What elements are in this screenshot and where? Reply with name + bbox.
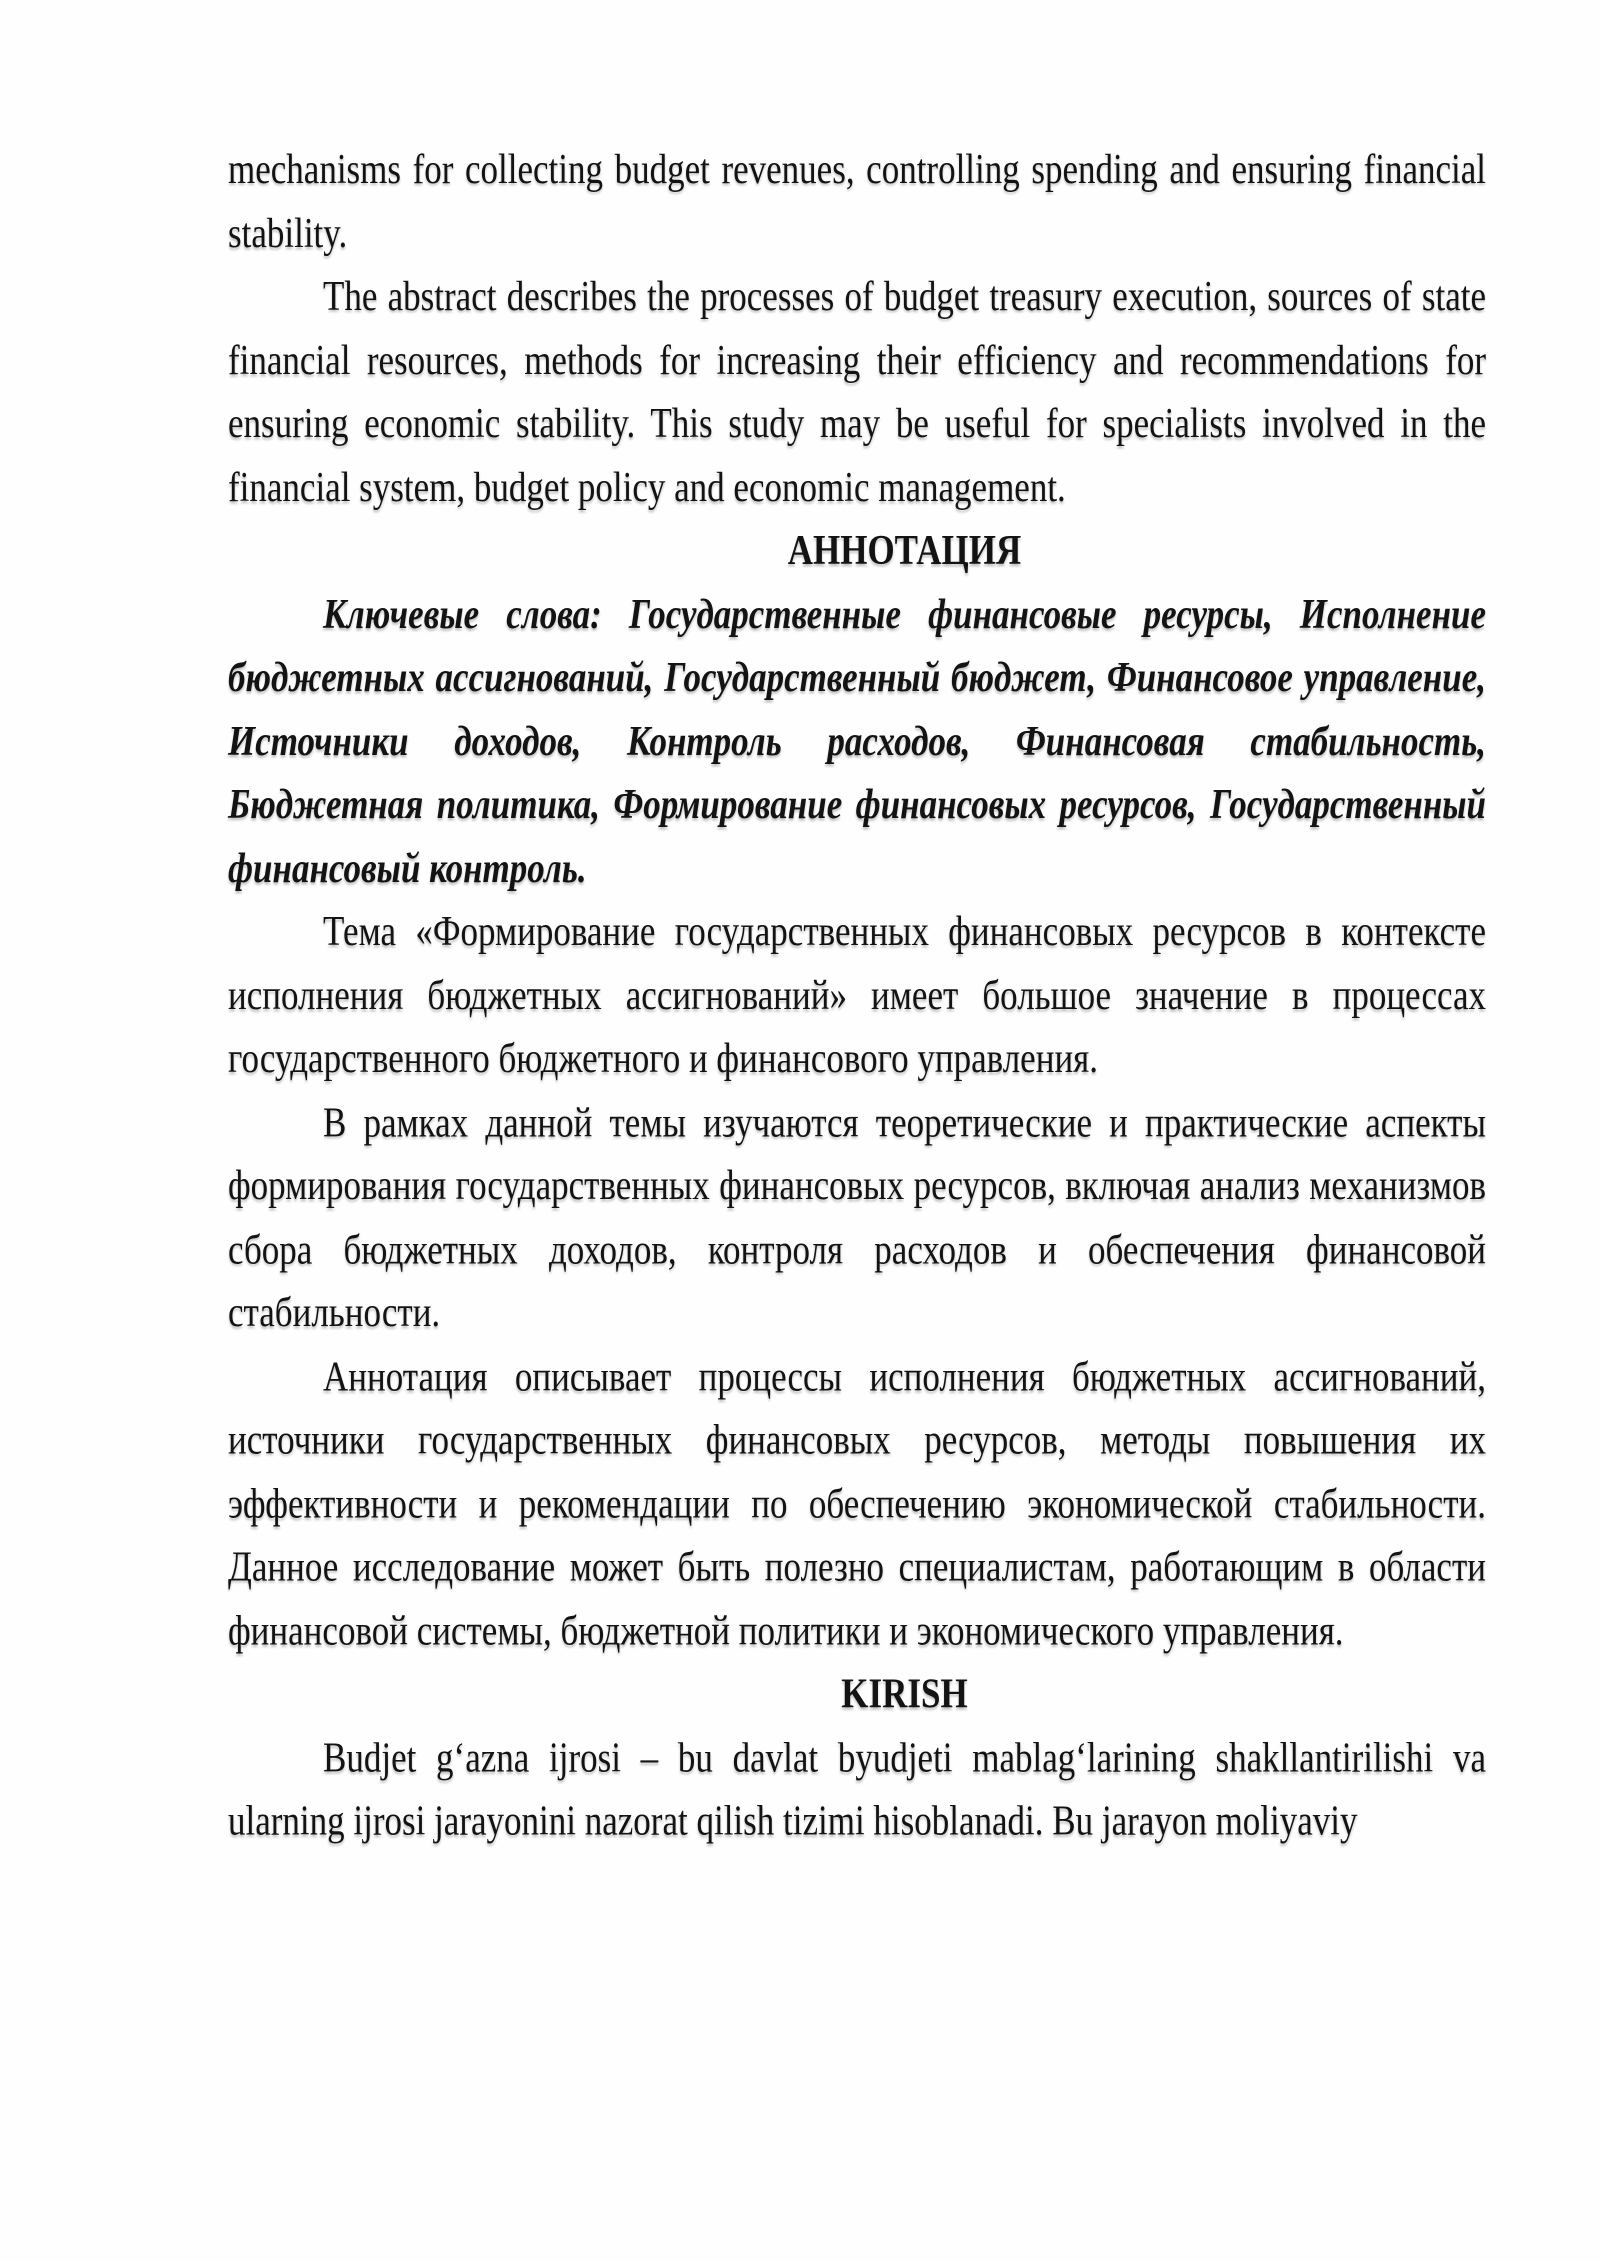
- document-content: [228, 138, 1486, 1853]
- kirish-section-heading: KIRISH: [841, 1669, 968, 1718]
- russian-keywords-paragraph: Ключевые слова: Государственные финансовые ресурсы, Исполнение бюджетных ассигнований, Государственный бюджет, Финансовое управление, Источники доходов, Контроль расходов, Финансовая стабильность, Бюджетная политика, Формирование финансовых ресурсов, Государственный финансовый контроль.: [228, 589, 1486, 892]
- english-abstract-paragraph: The abstract describes the processes of budget treasury execution, sources of state financial resources, methods for increasing their efficiency and recommendations for ensuring economic stability. This study may be useful for specialists involved in the financial system, budget policy and economic management.: [228, 272, 1486, 511]
- annotation-section-heading: АННОТАЦИЯ: [787, 526, 1022, 574]
- uzbek-intro-paragraph: Budjet g‘azna ijrosi – bu davlat byudjeti mablag‘larining shakllantirilishi va ularning ijrosi jarayonini nazorat qilish tizimi hisoblanadi. Bu jarayon moliyaviy: [228, 1733, 1486, 1845]
- russian-theme-paragraph: Тема «Формирование государственных финансовых ресурсов в контексте исполнения бюджетных ассигнований» имеет большое значение в процессах государственного бюджетного и финансового управления.: [228, 907, 1486, 1082]
- russian-annotation-paragraph: Аннотация описывает процессы исполнения бюджетных ассигнований, источники государственных финансовых ресурсов, методы повышения их эффективности и рекомендации по обеспечению экономической стабильности. Данное исследование может быть полезно специалистам, работающим в области финансовой системы, бюджетной политики и экономического управления.: [228, 1352, 1486, 1654]
- russian-scope-paragraph: В рамках данной темы изучаются теоретические и практические аспекты формирования государственных финансовых ресурсов, включая анализ механизмов сбора бюджетных доходов, контроля расходов и обеспечения финансовой стабильности.: [228, 1098, 1486, 1336]
- english-continuation-paragraph: mechanisms for collecting budget revenues, controlling spending and ensuring financial stability.: [228, 145, 1486, 256]
